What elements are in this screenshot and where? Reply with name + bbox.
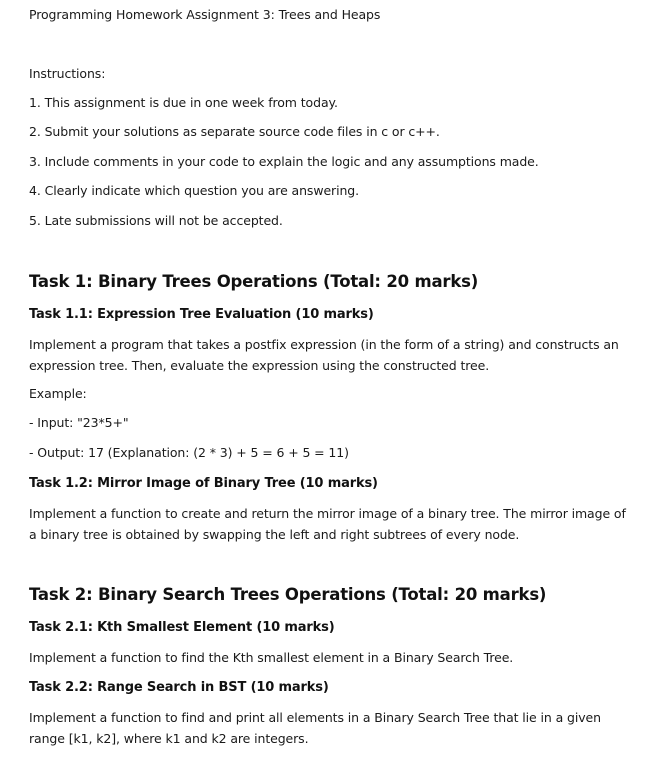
instruction-item: 2. Submit your solutions as separate source code files in c or c++. <box>29 124 440 139</box>
instruction-item: 4. Clearly indicate which question you are answering. <box>29 183 359 198</box>
task2-1-heading: Task 2.1: Kth Smallest Element (10 marks) <box>29 620 335 635</box>
task1-heading: Task 1: Binary Trees Operations (Total: 20 marks) <box>29 272 479 291</box>
task2-2-description: Implement a function to find and print all elements in a Binary Search Tree that lie in a given range [k1, k2], where k1 and k2 are integers. <box>29 710 601 746</box>
task1-1-heading: Task 1.1: Expression Tree Evaluation (10 marks) <box>29 307 374 322</box>
instruction-item: 3. Include comments in your code to explain the logic and any assumptions made. <box>29 154 539 169</box>
task1-1-example-label: Example: <box>29 386 87 401</box>
instructions-heading: Instructions: <box>29 66 106 81</box>
task1-1-description: Implement a program that takes a postfix expression (in the form of a string) and constructs an expression tree. Then, evaluate the expression using the constructed tree. <box>29 337 619 373</box>
task1-1-example-input: - Input: "23*5+" <box>29 415 129 430</box>
task2-1-description: Implement a function to find the Kth smallest element in a Binary Search Tree. <box>29 650 514 665</box>
document-title: Programming Homework Assignment 3: Trees and Heaps <box>29 7 381 22</box>
task1-2-description: Implement a function to create and return the mirror image of a binary tree. The mirror image of a binary tree is obtained by swapping the left and right subtrees of every node. <box>29 506 626 542</box>
task2-2-heading: Task 2.2: Range Search in BST (10 marks) <box>29 680 329 695</box>
task1-1-example-output: - Output: 17 (Explanation: (2 * 3) + 5 = 6 + 5 = 11) <box>29 445 349 460</box>
instruction-item: 1. This assignment is due in one week from today. <box>29 95 338 110</box>
task1-2-heading: Task 1.2: Mirror Image of Binary Tree (10 marks) <box>29 476 378 491</box>
instruction-item: 5. Late submissions will not be accepted. <box>29 213 283 228</box>
task2-heading: Task 2: Binary Search Trees Operations (Total: 20 marks) <box>29 585 547 604</box>
